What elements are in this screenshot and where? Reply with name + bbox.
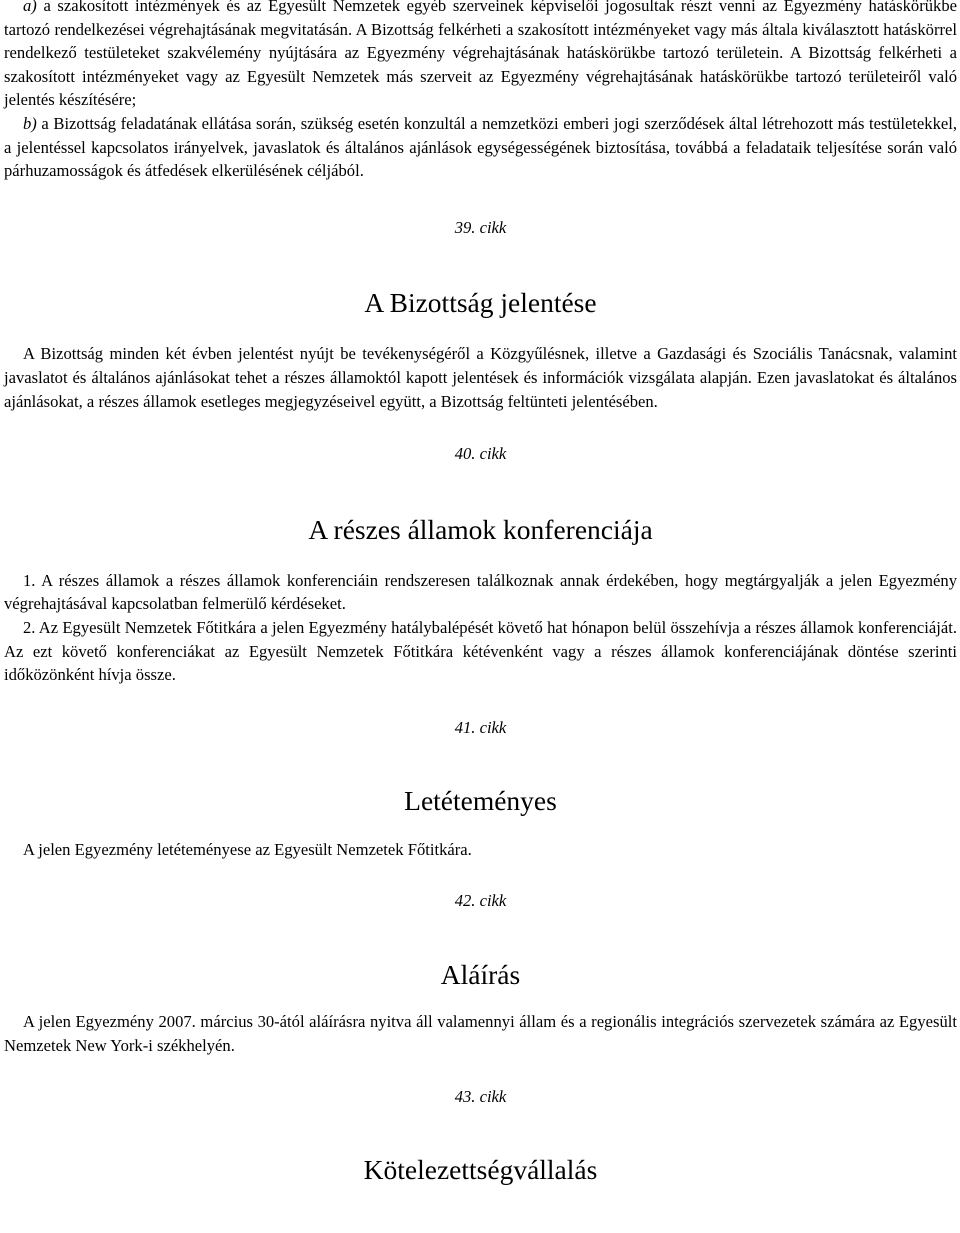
article-title: A részes államok konferenciája <box>308 513 653 545</box>
document-page <box>4 0 957 1187</box>
article-41 <box>4 716 957 862</box>
paragraph-a <box>4 0 957 112</box>
paragraph-a-text: a szakosított intézmények és az Egyesült Nemzetek egyéb szerveinek képviselői jogosultak részt venni az Egyezmény hatáskörükbe tartozó rendelkezései végrehajtásának megvitatásán. A Bizottság felkérheti a szakosított intézményeket vagy más általa kiválasztott hatáskörrel rendelkező testületeket szakvélemény nyújtására az Egyezmény végrehajtásának hatáskörükbe tartozó területein. A Bizottság felkérheti a szakosított intézményeket vagy az Egyesült Nemzetek más szerveit az Egyezmény végrehajtásának hatáskörükbe tartozó területeiről való jelentés készítésére; <box>4 0 957 110</box>
article-42 <box>4 889 957 1058</box>
article-title: Letéteményes <box>404 785 557 817</box>
article-title: Kötelezettségvállalás <box>363 1154 598 1186</box>
article-paragraph: A jelen Egyezmény letéteményese az Egyesült Nemzetek Főtitkára. <box>23 840 472 860</box>
article-number: 40. cikk <box>454 444 507 464</box>
article-paragraph: A Bizottság minden két évben jelentést nyújt be tevékenységéről a Közgyűlésnek, illetve a Gazdasági és Szociális Tanácsnak, valamint javaslatot és általános ajánlásokat tehet a részes államoktól kapott jelentések és információk vizsgálata alapján. Ezen javaslatokat és általános ajánlásokat, a részes államok esetleges megjegyzéseivel együtt, a Bizottság feltünteti jelentésében. <box>4 344 957 411</box>
article-title: A Bizottság jelentése <box>364 287 597 319</box>
article-number: 39. cikk <box>454 217 507 237</box>
article-paragraph-1: 1. A részes államok a részes államok konferenciáin rendszeresen találkoznak annak érdekében, hogy megtárgyalják a jelen Egyezmény végrehajtásával kapcsolatban felmerülő kérdéseket. <box>4 570 957 614</box>
item-label-b: b) <box>23 113 37 133</box>
article-number: 43. cikk <box>454 1086 507 1106</box>
article-43 <box>4 1085 957 1188</box>
article-paragraph: A jelen Egyezmény 2007. március 30-ától aláírásra nyitva áll valamennyi állam és a regionális integrációs szervezetek számára az Egyesült Nemzetek New York-i székhelyén. <box>4 1012 957 1056</box>
item-label-a: a) <box>23 0 37 15</box>
paragraph-b <box>4 112 957 183</box>
article-40 <box>4 442 957 687</box>
article-paragraph-2: 2. Az Egyesült Nemzetek Főtitkára a jelen Egyezmény hatálybalépését követő hat hónapon belül összehívja a részes államok konferenciáját. Az ezt követő konferenciákat az Egyesült Nemzetek Főtitkára kétévenként vagy a részes államok konferenciájának döntése szerinti időközönként hívja össze. <box>4 617 957 685</box>
article-title: Aláírás <box>440 959 521 991</box>
article-39 <box>4 216 957 413</box>
article-number: 41. cikk <box>454 717 507 737</box>
paragraph-b-text: a Bizottság feladatának ellátása során, szükség esetén konzultál a nemzetközi emberi jogi szerződések által létrehozott más testületekkel, a jelentéssel kapcsolatos irányelvek, javaslatok és általános ajánlások egységességének biztosítása, továbbá a feladataik teljesítése során való párhuzamosságok és átfedések elkerülésének céljából. <box>4 113 957 181</box>
article-number: 42. cikk <box>454 890 507 910</box>
